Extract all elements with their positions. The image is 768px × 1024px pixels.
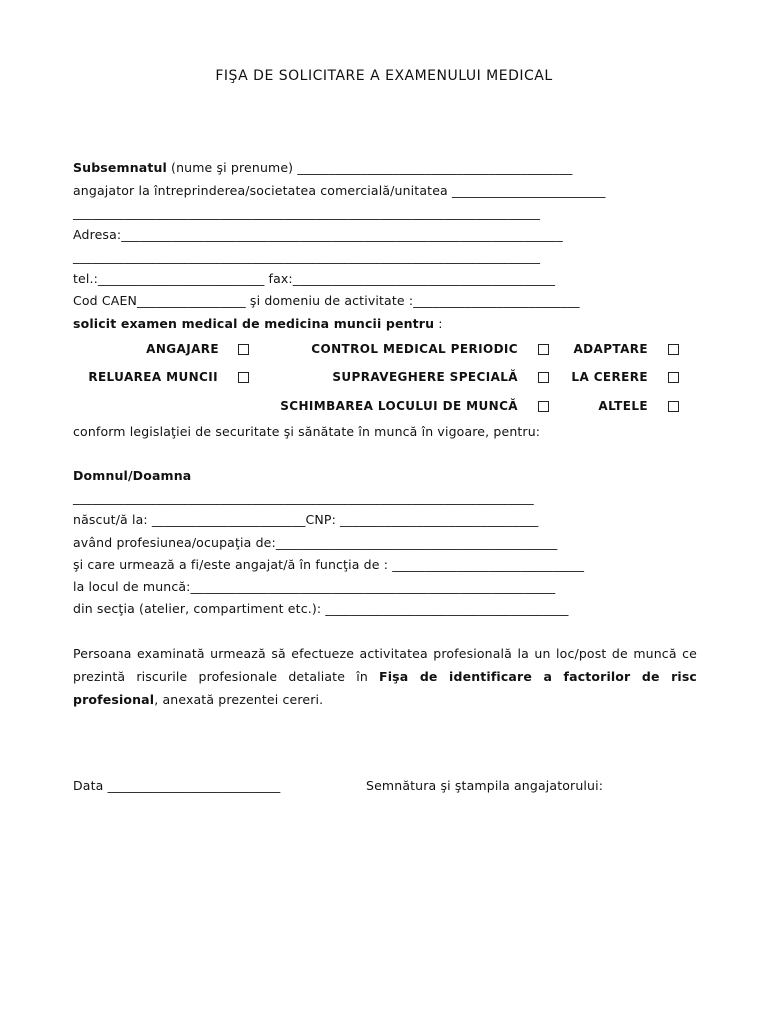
label-angajare: ANGAJARE bbox=[146, 342, 219, 356]
risk-paragraph bbox=[73, 642, 697, 711]
label-reluarea-muncii: RELUAREA MUNCII bbox=[88, 370, 218, 384]
risk-paragraph-text: Persoana examinată urmează să efectueze activitatea profesională la un loc/post de muncă ce prezintă riscurile profesionale detaliate în bbox=[73, 646, 697, 684]
name-field[interactable]: (nume şi prenume) ___________________________________________ bbox=[166, 160, 573, 175]
employee-heading: Domnul/Doamna bbox=[73, 468, 192, 483]
signature-label: Semnătura şi ştampila angajatorului: bbox=[366, 778, 604, 793]
checkbox-la-cerere[interactable] bbox=[668, 372, 679, 383]
checkbox-reluarea-muncii[interactable] bbox=[238, 372, 249, 383]
label-la-cerere: LA CERERE bbox=[571, 370, 648, 384]
label-control-periodic: CONTROL MEDICAL PERIODIC bbox=[311, 342, 518, 356]
label-supraveghere-speciala: SUPRAVEGHERE SPECIALĂ bbox=[332, 370, 518, 384]
checkbox-control-periodic[interactable] bbox=[538, 344, 549, 355]
address-field[interactable]: Adresa:_____________________________________________________________________ bbox=[73, 227, 563, 242]
request-line bbox=[73, 316, 443, 332]
tel-fax-field[interactable]: tel.:__________________________ fax:_________________________________________ bbox=[73, 271, 556, 286]
checkbox-schimbarea-locului[interactable] bbox=[538, 401, 549, 412]
label-schimbarea-locului: SCHIMBAREA LOCULUI DE MUNCĂ bbox=[280, 399, 518, 413]
request-label: solicit examen medical de medicina muncii pentru bbox=[73, 316, 435, 331]
page-title: FIŞA DE SOLICITARE A EXAMENULUI MEDICAL bbox=[215, 68, 553, 84]
birth-cnp-field[interactable]: născut/ă la: ________________________CNP: _______________________________ bbox=[73, 512, 539, 527]
subsemnatul-label: Subsemnatul bbox=[73, 160, 167, 175]
workplace-field[interactable]: la locul de muncă:_________________________________________________________ bbox=[73, 579, 556, 594]
conform-line: conform legislaţiei de securitate şi sănătate în muncă în vigoare, pentru: bbox=[73, 424, 541, 439]
employee-name-field[interactable]: ________________________________________________________________________ bbox=[73, 490, 534, 505]
company-continuation-field[interactable]: _________________________________________________________________________ bbox=[73, 205, 541, 220]
company-field[interactable]: angajator la întreprinderea/societatea comercială/unitatea ________________________ bbox=[73, 183, 606, 198]
label-altele: ALTELE bbox=[598, 399, 648, 413]
risk-paragraph-end: , anexată prezentei cereri. bbox=[154, 692, 324, 707]
address-continuation-field[interactable]: _________________________________________________________________________ bbox=[73, 249, 541, 264]
label-adaptare: ADAPTARE bbox=[573, 342, 648, 356]
caen-field[interactable]: Cod CAEN_________________ şi domeniu de activitate :__________________________ bbox=[73, 293, 580, 308]
checkbox-altele[interactable] bbox=[668, 401, 679, 412]
risk-form-reference: Fişa de identificare a factorilor de risc profesional bbox=[73, 669, 697, 707]
request-colon: : bbox=[434, 316, 443, 331]
checkbox-adaptare[interactable] bbox=[668, 344, 679, 355]
function-field[interactable]: şi care urmează a fi/este angajat/ă în funcţia de : ______________________________ bbox=[73, 557, 585, 572]
name-line bbox=[73, 160, 573, 176]
profession-field[interactable]: având profesiunea/ocupaţia de:____________________________________________ bbox=[73, 535, 558, 550]
section-field[interactable]: din secţia (atelier, compartiment etc.): ______________________________________ bbox=[73, 601, 569, 616]
checkbox-supraveghere-speciala[interactable] bbox=[538, 372, 549, 383]
checkbox-angajare[interactable] bbox=[238, 344, 249, 355]
date-field[interactable]: Data ___________________________ bbox=[73, 778, 281, 793]
